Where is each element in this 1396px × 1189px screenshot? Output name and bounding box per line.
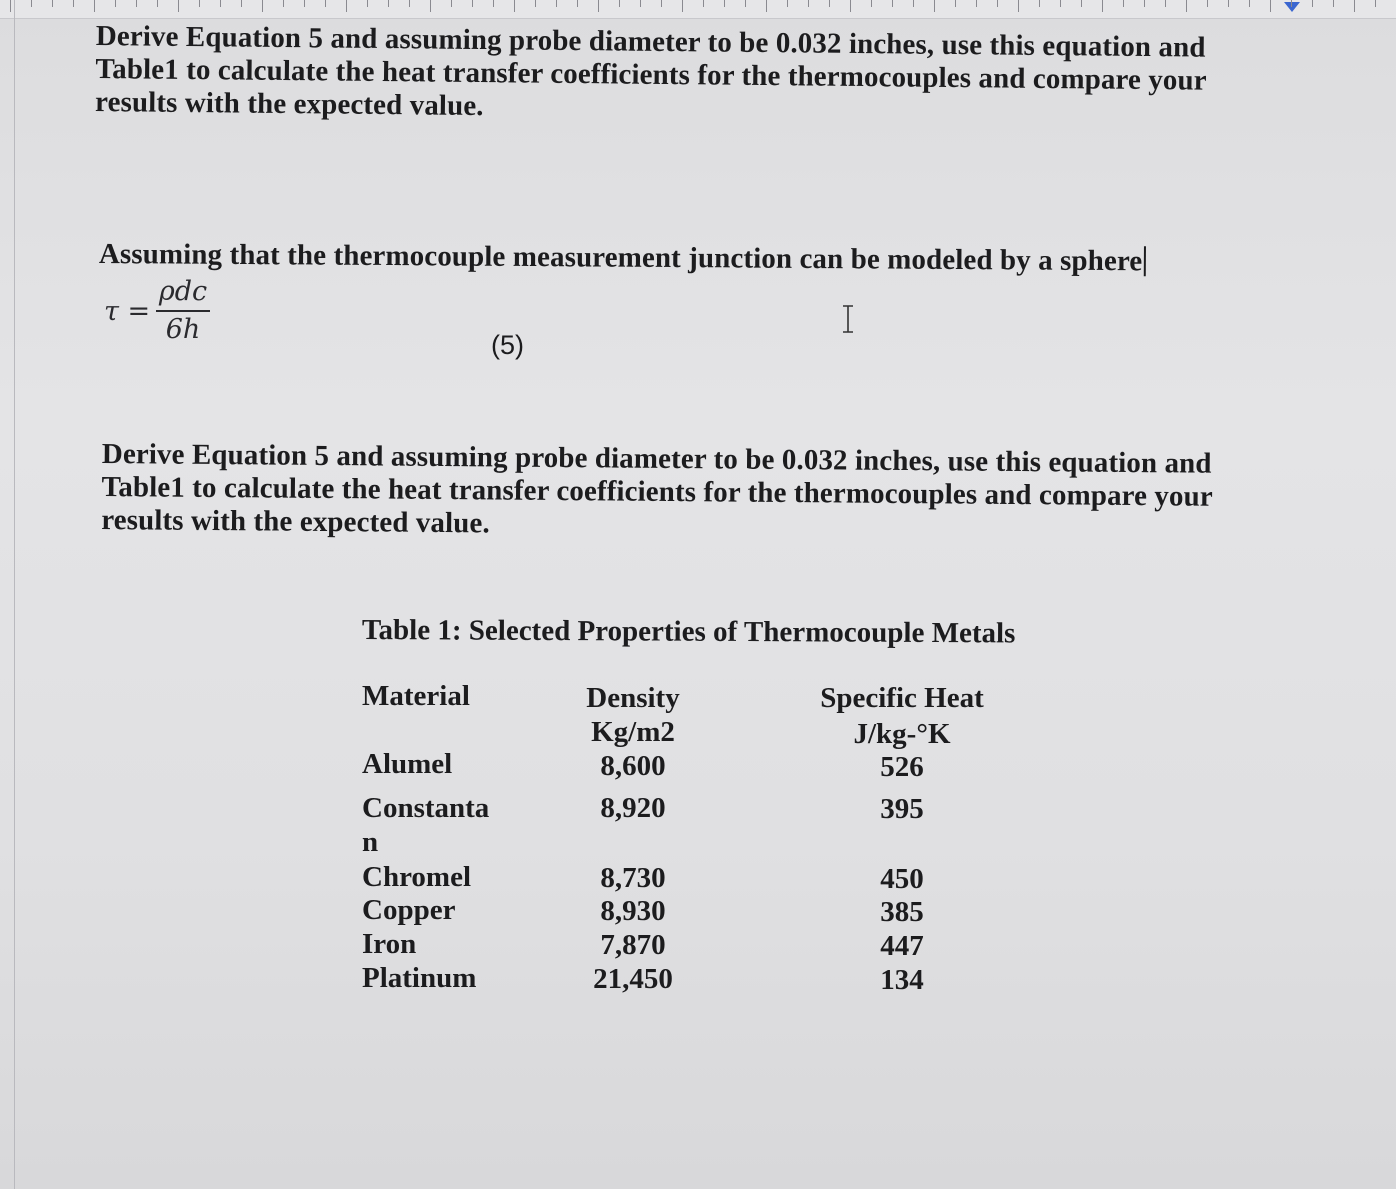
- ruler-tick: [430, 0, 431, 12]
- header-density: Density: [586, 682, 680, 714]
- ruler-tick: [955, 0, 956, 7]
- ruler-tick: [73, 0, 74, 7]
- ruler-tick: [94, 0, 95, 12]
- table-cell-specific-heat: 134: [880, 964, 924, 996]
- properties-table: [362, 680, 1042, 1010]
- ruler-tick: [136, 0, 137, 7]
- ruler-tick: [787, 0, 788, 7]
- table-cell-density: 8,730: [600, 862, 666, 894]
- table-cell-density: 8,920: [600, 792, 666, 824]
- ruler-tick: [724, 0, 725, 7]
- ruler-tick: [1249, 0, 1250, 7]
- ruler-tick: [451, 0, 452, 7]
- ruler-tick: [283, 0, 284, 7]
- paragraph-derive-2[interactable]: Derive Equation 5 and assuming probe diameter to be 0.032 inches, use this equation and Table1 to calculate the heat transfer coefficients for the thermocouples and compare your results with the expected value.: [101, 438, 1213, 540]
- table-cell-material: Platinum: [362, 962, 477, 994]
- ruler-tick: [514, 0, 515, 12]
- table-cell-specific-heat: 395: [880, 793, 924, 825]
- ruler-tick: [1123, 0, 1124, 7]
- ruler-tick: [1228, 0, 1229, 7]
- ruler-tick: [52, 0, 53, 7]
- ruler-tick: [10, 0, 11, 12]
- table-cell-density: 8,600: [600, 750, 666, 782]
- ruler-tick: [1186, 0, 1187, 12]
- equation-fraction: [156, 276, 210, 346]
- table-cell-density: 7,870: [600, 929, 666, 961]
- ruler-tick: [577, 0, 578, 7]
- equation-denominator: 6h: [165, 313, 201, 345]
- table-cell-density: 21,450: [593, 963, 673, 995]
- page-margin-line: [14, 0, 15, 1189]
- ruler-tick: [1375, 0, 1376, 7]
- table-cell-density: 8,930: [600, 895, 666, 927]
- ruler-tick: [157, 0, 158, 7]
- fraction-bar: [156, 310, 210, 312]
- ruler-tick: [598, 0, 599, 12]
- ruler-tick: [640, 0, 641, 7]
- equation-lhs: τ =: [104, 296, 151, 327]
- ruler-tick: [619, 0, 620, 7]
- ruler-tick: [745, 0, 746, 7]
- table-title: Table 1: Selected Properties of Thermocouple Metals: [361, 614, 1016, 650]
- header-specific-heat-unit: J/kg-°K: [853, 718, 951, 750]
- ruler-tick: [1207, 0, 1208, 7]
- table-cell-specific-heat: 385: [880, 896, 924, 928]
- ruler-tick: [1270, 0, 1271, 12]
- ruler-tick: [808, 0, 809, 7]
- ruler-tick: [1291, 0, 1292, 7]
- ruler-tick: [409, 0, 410, 7]
- ruler-tick: [766, 0, 767, 12]
- ibeam-cursor-icon: [840, 304, 856, 334]
- table-cell-material: Chromel: [362, 861, 472, 893]
- ruler-tick: [304, 0, 305, 7]
- ruler-tick: [1018, 0, 1019, 12]
- ruler-tick: [262, 0, 263, 12]
- ruler-tick: [199, 0, 200, 7]
- ruler-tick: [325, 0, 326, 7]
- equation-number: (5): [491, 330, 524, 360]
- ruler-tick: [115, 0, 116, 7]
- ruler-tick: [1081, 0, 1082, 7]
- text-cursor: [1144, 246, 1146, 276]
- ruler-tick: [913, 0, 914, 7]
- ruler-tick: [682, 0, 683, 12]
- table-cell-material: Iron: [362, 928, 417, 960]
- ruler-tick: [367, 0, 368, 7]
- table-cell-material-wrap: n: [362, 826, 379, 858]
- ruler-tick: [388, 0, 389, 7]
- ruler[interactable]: [0, 0, 1396, 19]
- ruler-tick: [472, 0, 473, 7]
- table-cell-material: Copper: [362, 894, 456, 926]
- ruler-tick: [661, 0, 662, 7]
- paragraph-derive-1[interactable]: Derive Equation 5 and assuming probe diameter to be 0.032 inches, use this equation and Table1 to calculate the heat transfer coefficients for the thermocouples and compare your results with the expected value.: [94, 20, 1207, 123]
- ruler-tick: [220, 0, 221, 7]
- paragraph-assumption[interactable]: [99, 238, 1219, 279]
- table-cell-specific-heat: 450: [880, 863, 924, 895]
- ruler-tick: [1354, 0, 1355, 12]
- equation-numerator: ρdc: [158, 276, 208, 307]
- ruler-tick: [1333, 0, 1334, 7]
- ruler-tick: [871, 0, 872, 7]
- ruler-tick: [1060, 0, 1061, 7]
- ruler-tick: [997, 0, 998, 7]
- header-material: Material: [362, 680, 470, 712]
- indent-marker-icon[interactable]: [1284, 2, 1300, 12]
- header-specific-heat: Specific Heat: [820, 682, 984, 714]
- ruler-tick: [934, 0, 935, 12]
- ruler-tick: [1312, 0, 1313, 7]
- header-density-unit: Kg/m2: [591, 716, 675, 748]
- ruler-tick: [850, 0, 851, 12]
- ruler-tick: [556, 0, 557, 7]
- table-cell-material: Constanta: [362, 792, 490, 824]
- ruler-tick: [829, 0, 830, 7]
- ruler-tick: [1165, 0, 1166, 7]
- ruler-tick: [493, 0, 494, 7]
- ruler-tick: [31, 0, 32, 7]
- ruler-tick: [1144, 0, 1145, 7]
- ruler-tick: [1039, 0, 1040, 7]
- ruler-tick: [535, 0, 536, 7]
- ruler-tick: [976, 0, 977, 7]
- ruler-tick: [241, 0, 242, 7]
- ruler-tick: [1102, 0, 1103, 12]
- ruler-tick: [346, 0, 347, 12]
- ruler-tick: [703, 0, 704, 7]
- table-cell-specific-heat: 526: [880, 751, 924, 783]
- paragraph-assumption-text: Assuming that the thermocouple measurement junction can be modeled by a sphere: [98, 238, 1143, 278]
- table-cell-specific-heat: 447: [880, 930, 924, 962]
- ruler-tick: [178, 0, 179, 12]
- table-cell-material: Alumel: [362, 748, 453, 780]
- ruler-tick: [892, 0, 893, 7]
